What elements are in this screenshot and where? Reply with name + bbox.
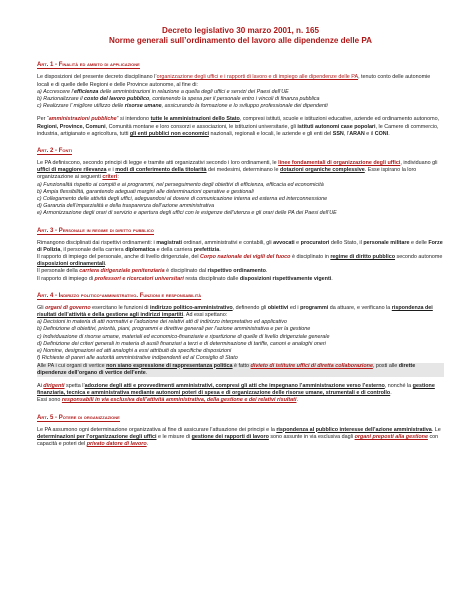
- art3-s2-e: secondo autonome: [395, 254, 443, 261]
- art1-item-c: [37, 103, 444, 110]
- art3-s3-c: è disciplinato dal: [164, 268, 208, 275]
- art1-heading-text: Finalità ed ambito di applicazione: [58, 62, 140, 69]
- art3-s1-d: avvocati: [273, 239, 295, 246]
- art4-p1-e: , definendo gli: [232, 304, 268, 311]
- art2-sep: -: [53, 148, 59, 155]
- art3-s1-o: .: [219, 246, 221, 253]
- art4-p2-a: Alle PA i cui organi di vertice: [37, 362, 107, 369]
- art3-s1-h: personale militare: [363, 239, 410, 246]
- art1-p2-p: CONI: [374, 130, 389, 137]
- art5-body: [37, 427, 444, 449]
- art1-item-a-bold: efficienza: [73, 88, 99, 95]
- art5-p1-j: privato datore di lavoro: [86, 440, 147, 447]
- art4-p2-b: non siano espressione di rappresentanza politica: [106, 362, 233, 369]
- art1-p2-g: , Comunità montane e loro consorzi e associazioni, le istituzioni universitarie, gli: [105, 123, 298, 130]
- art2-p1-a: Le PA definiscono, secondo principi di legge e tramite atti organizzativi secondo i loro ordinamenti, le: [37, 160, 279, 167]
- art4-p2-f: dirette dipendenze dell’organo di vertice dell’ente: [37, 362, 416, 376]
- art4-p1-f: obiettivi: [267, 304, 289, 311]
- art3-sentence-3: [37, 268, 444, 275]
- art1-number: Art. 1: [37, 62, 54, 69]
- art4-p2-c: è fatto: [232, 362, 251, 369]
- art5-p1-h: organi preposti alla gestione: [354, 433, 428, 440]
- art5-heading: [37, 414, 444, 422]
- art1-paragraph-1: [37, 74, 444, 88]
- art4-p3-c: spetta l’: [64, 382, 85, 389]
- art1-item-c-post: , assicurando la formazione e lo sviluppo professionale dei dipendenti: [161, 103, 328, 110]
- art5-sep: -: [53, 414, 59, 421]
- art4-item-d: d) Definizione dei criteri generali in materia di ausili finanziari a terzi e di determinazione di tariffe, canoni e analoghi oneri: [37, 340, 326, 347]
- art4-p3-e: , nonché la: [384, 382, 413, 389]
- art3-heading-text: Personale in regime di diritto pubblico: [58, 227, 154, 234]
- art4-p3-h: Essi sono: [37, 397, 62, 404]
- art4-item-a: a) Decisioni in materia di atti normativi e l’adozione dei relativi atti di indirizzo interpretativo ed applicativo: [37, 319, 287, 326]
- art3-heading: [37, 227, 444, 235]
- art2-heading: [37, 147, 444, 155]
- art4-p3-d: adozione degli atti e provvedimenti amministrativi, compresi gli atti che impegnano l’amministrazione verso l’esterno: [84, 382, 385, 389]
- art5-p1-b: rispondenza al pubblico interesse dell’azione amministrativa: [276, 426, 432, 433]
- art3-s1-c: ordinari, amministrativi e contabili, gli: [182, 239, 274, 246]
- art1-paragraph-2: [37, 116, 444, 138]
- art3-s1-e: e: [294, 239, 301, 246]
- art3-s3-b: carriera dirigenziale penitenziaria: [79, 268, 165, 275]
- art3-s2-g: .: [105, 261, 107, 268]
- art1-p2-c: ” si intendono: [116, 116, 151, 123]
- art1-item-c-pre: c) Realizzare l’ migliore utilizzo delle: [37, 103, 125, 110]
- art3-s1-f: procuratori: [300, 239, 330, 246]
- art4-p2-g: .: [145, 369, 148, 376]
- art4-item-f: f) Richieste di pareri alle autorità amministrative indipendenti ed al Consiglio di Stato: [37, 355, 238, 362]
- art3-s4-a: Il rapporto di impiego di: [37, 275, 95, 282]
- art3-sentence-2: [37, 254, 444, 268]
- art1-p2-q: .: [388, 130, 390, 137]
- art5-paragraph-1: [37, 427, 444, 449]
- art4-body: [37, 305, 444, 405]
- art1-item-b-bold: costo del lavoro pubblico: [84, 96, 150, 103]
- art4-p1-b: organi di governo: [45, 304, 91, 311]
- art1-p2-h: istituti autonomi case popolari: [297, 123, 376, 130]
- art5-p1-c: . Le: [431, 426, 441, 433]
- art3-s1-m: e della carriera: [155, 246, 194, 253]
- art4-item-e: e) Nomine, designazioni ed atti analoghi a essi attribuiti da specifiche disposizioni: [37, 348, 232, 355]
- art5-heading-text: Potere di organizzazione: [58, 414, 120, 421]
- art2-item-c: c) Collegamento delle attività degli uffici, adeguandosi al dovere di comunicazione interna ed esterna ed interconnessione: [37, 196, 328, 203]
- art4-p1-h: programmi: [300, 304, 329, 311]
- document-title: [37, 26, 444, 46]
- art4-item-c: c) Individuazione di risorse umane, materiali ed economico-finanziarie e ripartizione di quelle di livello dirigenziale generale: [37, 333, 330, 340]
- art3-s1-j: Forze di Polizia: [37, 239, 443, 253]
- art1-p2-b: amministrazioni pubbliche: [48, 116, 117, 123]
- art1-p2-i: , le Camere di commercio, industria, artigianato e agricoltura, tutti: [37, 123, 439, 137]
- art2-p1-b: linee fondamentali di organizzazione degli uffici: [278, 160, 401, 167]
- art2-p1-d: uffici di maggiore rilevanza: [37, 167, 107, 174]
- art2-item-a: a) Funzionalità rispetto ai compiti e ai programmi, nel perseguimento degli obiettivi di efficienza, efficacia ed economicità: [37, 181, 324, 188]
- art3-s1-l: diplomatica: [125, 246, 156, 253]
- art2-p1-j: criteri: [102, 174, 118, 181]
- art1-p1-c: , tenuto conto delle autonomie locali e di quelle delle Regioni e delle Province autonome, al fine di:: [37, 74, 431, 88]
- art2-p1-f: modi di conferimento della titolarità: [115, 167, 207, 174]
- art4-p3-g: .: [390, 390, 392, 397]
- art4-p3-i: responsabili in via esclusiva dell’attività amministrativa, della gestione e dei relativi risultati: [61, 397, 297, 404]
- art4-p3-a: Ai: [37, 382, 44, 389]
- art5-p1-k: .: [146, 440, 149, 447]
- art3-sep: -: [53, 227, 59, 234]
- art3-s3-a: Il personale della: [37, 268, 80, 275]
- art4-p1-i: da attuare, e verificano la: [328, 304, 392, 311]
- art2-p1-h: dotazioni organiche complessive: [279, 167, 365, 174]
- art1-p2-d: tutte le amministrazioni dello Stato: [150, 116, 240, 123]
- art3-s4-e: .: [331, 275, 333, 282]
- art5-number: Art. 5: [37, 414, 54, 421]
- art1-item-c-bold: risorse umane: [124, 103, 162, 110]
- art3-s4-b: professori e ricercatori universitari: [94, 275, 184, 282]
- art1-item-a: [37, 89, 444, 96]
- art1-body: [37, 74, 444, 138]
- art3-sentence-4: [37, 276, 444, 283]
- art3-s4-c: resta disciplinato dalle: [183, 275, 240, 282]
- art3-s2-d: regime di diritto pubblico: [330, 254, 396, 261]
- art1-p2-k: nazionali, regionali e locali, le aziende e gli enti del: [208, 130, 333, 137]
- art4-p1-d: indirizzo politico-amministrativo: [149, 304, 233, 311]
- art5-p1-a: Le PA assumono ogni determinazione organizzativa al fine di assicurare l’attuazione dei principi e la: [37, 426, 277, 433]
- art5-p1-g: sono assunte in via esclusiva dagli: [268, 433, 355, 440]
- art4-sep: -: [53, 292, 59, 299]
- art3-s1-a: Rimangono disciplinati dai rispettivi ordinamenti: i: [37, 239, 157, 246]
- title-line-1: Decreto legislativo 30 marzo 2001, n. 165: [161, 26, 319, 35]
- art1-p2-a: Per “: [37, 116, 49, 123]
- art2-item-b: b) Ampia flessibilità, garantendo adeguati margini alle determinazioni operative e gestionali: [37, 188, 254, 195]
- art3-s2-a: Il rapporto di impiego del personale, anche di livello dirigenziale, del: [37, 254, 201, 261]
- art1-item-a-pre: a) Accrescere l’: [37, 88, 74, 95]
- art3-number: Art. 3: [37, 227, 54, 234]
- art4-paragraph-4: [37, 397, 444, 404]
- art3-s1-i: e delle: [409, 239, 429, 246]
- art2-p1-g: dei medesimi, determinano le: [206, 167, 280, 174]
- art3-s2-f: disposizioni ordinamentali: [37, 261, 105, 268]
- art3-s1-b: magistrati: [156, 239, 183, 246]
- art5-p1-d: determinazioni per l’organizzazione degli uffici: [37, 433, 157, 440]
- art3-body: [37, 240, 444, 283]
- art5-p1-e: e le misure di: [156, 433, 192, 440]
- art3-s4-d: disposizioni rispettivamente vigenti: [239, 275, 332, 282]
- art3-s3-d: rispettivo ordinamento: [207, 268, 266, 275]
- art2-heading-text: Fonti: [58, 148, 72, 155]
- art3-s3-e: .: [265, 268, 268, 275]
- art2-body: [37, 160, 444, 218]
- art4-p2-e: , posti alle: [372, 362, 399, 369]
- art4-paragraph-2: [37, 363, 444, 377]
- art3-s1-g: dello Stato, il: [329, 239, 364, 246]
- art1-item-b-post: , contenendo la spesa per il personale entro i vincoli di finanza pubblica: [149, 96, 320, 103]
- art4-paragraph-1: [37, 305, 444, 319]
- art3-s2-c: è disciplinato in: [290, 254, 331, 261]
- art1-item-a-post: delle amministrazioni in relazione a quella degli uffici e servizi dei Paesi dell’UE: [98, 88, 289, 95]
- art4-p2-d: divieto di istituire uffici di diretta collaborazione: [250, 362, 373, 369]
- art1-p1-a: Le disposizioni del presente decreto disciplinano l’: [37, 74, 157, 81]
- art4-paragraph-3: [37, 383, 444, 397]
- art1-sep: -: [53, 62, 59, 69]
- art5-p1-f: gestione dei rapporti di lavoro: [191, 433, 269, 440]
- art3-s1-n: prefettizia: [193, 246, 220, 253]
- art1-p2-n: ARAN: [349, 130, 365, 137]
- art1-p2-f: Regioni, Province, Comuni: [37, 123, 106, 130]
- art4-p1-j: rispondenza dei risultati dell’attività e della gestione agli indirizzi impartiti: [37, 304, 433, 319]
- art4-p1-k: . Ad essi spettano:: [183, 312, 228, 319]
- art2-p1-e: e i: [106, 167, 116, 174]
- art1-p2-o: e il: [364, 130, 375, 137]
- art4-heading-text: Indirizzo politico-amministrativo. Funzioni e responsabilità: [58, 292, 202, 299]
- art3-sentence-1: [37, 240, 444, 254]
- art2-item-d: d) Garanzia dell’imparzialità e della trasparenza dell’azione amministrativa: [37, 203, 215, 210]
- art1-p2-j: gli enti pubblici non economici: [129, 130, 209, 137]
- art4-item-b: b) Definizione di obiettivi, priorità, piani, programmi e direttive generali per l’azione amministrativa e per la gestione: [37, 326, 311, 333]
- art2-p1-k: :: [117, 174, 119, 181]
- art3-s2-b: Corpo nazionale dei vigili del fuoco: [200, 254, 291, 261]
- art1-heading: [37, 61, 444, 69]
- art4-p1-c: esercitano le funzioni di: [90, 304, 150, 311]
- art4-heading: [37, 292, 444, 300]
- art1-p2-l: SSN: [332, 130, 344, 137]
- art4-p3-b: dirigenti: [43, 382, 65, 389]
- art2-p1-i: . Esse ispirano la loro organizzazione ai seguenti: [37, 167, 417, 181]
- title-line-2: Norme generali sull’ordinamento del lavoro alle dipendenze delle PA: [109, 36, 372, 46]
- art1-p2-e: , compresi istituti, scuole e istituzioni educative, aziende ed ordinamento autonomo,: [239, 116, 440, 123]
- art4-p1-a: Gli: [37, 304, 46, 311]
- art1-p2-m: , l’: [343, 130, 350, 137]
- art3-s1-k: , il personale della carriera: [60, 246, 126, 253]
- art1-item-b-pre: b) Razionalizzare il: [37, 96, 85, 103]
- art2-item-e: e) Armonizzazione degli orari di servizio e apertura degli uffici con le esigenze dell’utenza e gli orari delle PA dei Paesi dell’UE: [37, 210, 337, 217]
- art4-p3-j: .: [296, 397, 298, 404]
- art2-number: Art. 2: [37, 148, 54, 155]
- art1-p1-b: organizzazione degli uffici e i rapporti di lavoro e di impiego alle dipendenze delle PA: [156, 74, 359, 81]
- art4-p3-f: gestione finanziaria, tecnica e amministrativa mediante autonomi poteri di spesa e di organizzazione delle risorse umane, strumentali e di controllo: [37, 382, 435, 397]
- art4-number: Art. 4: [37, 292, 54, 299]
- art5-p1-i: con capacità e poteri del: [37, 433, 439, 447]
- art2-paragraph-1: [37, 160, 444, 182]
- art1-item-b: [37, 96, 444, 103]
- art2-p1-c: , individuano gli: [400, 160, 438, 167]
- art4-p1-g: ed i: [288, 304, 301, 311]
